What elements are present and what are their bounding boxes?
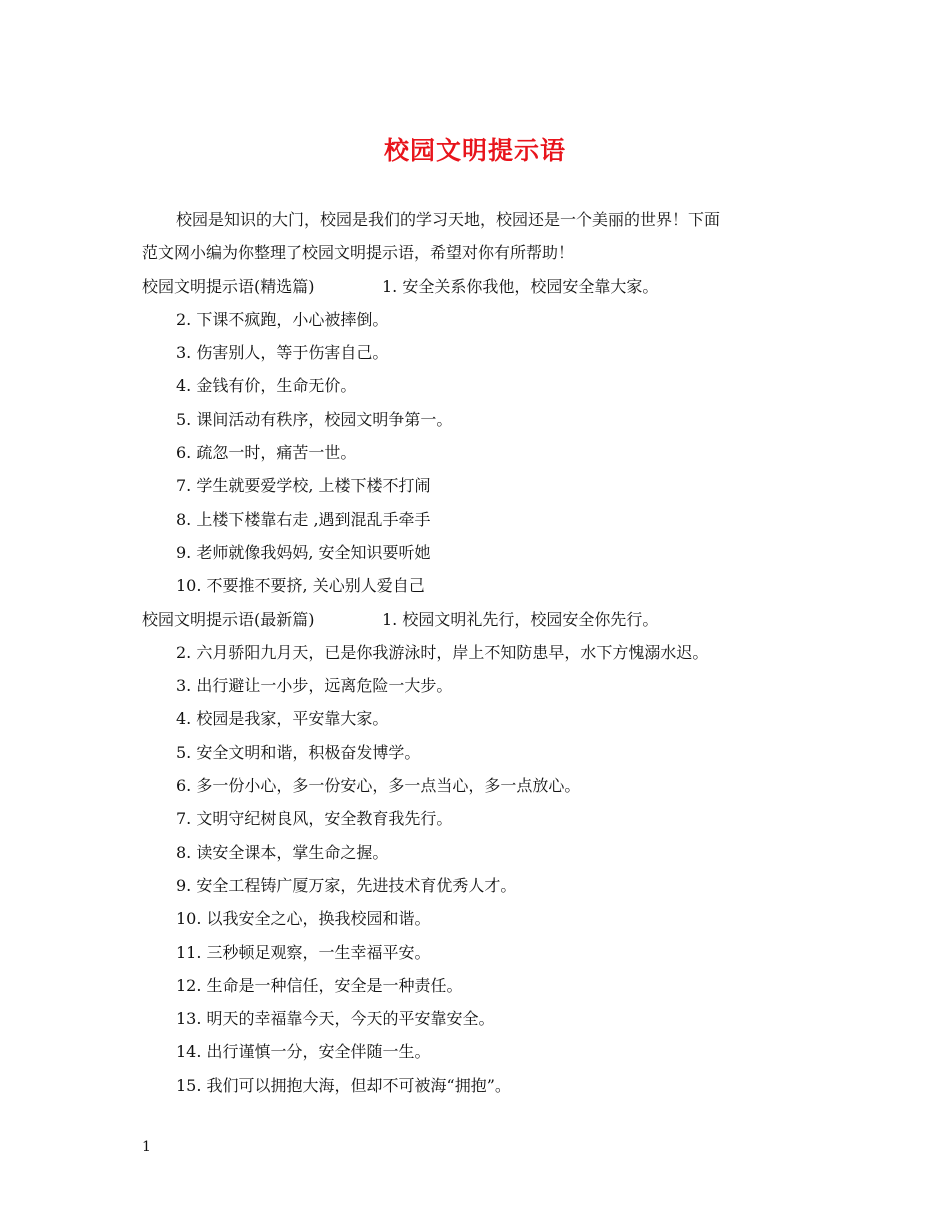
section-heading-row [142,270,822,303]
list-item: 6. 疏忽一时，痛苦一世。 [176,443,357,463]
list-item: 10. 不要推不要挤, 关心别人爱自己 [176,576,425,596]
list-item: 2. 下课不疯跑，小心被摔倒。 [176,309,389,329]
list-item: 13. 明天的幸福靠今天，今天的平安靠安全。 [176,1009,495,1029]
section-heading-row [142,603,822,636]
list-item: 5. 安全文明和谐，积极奋发博学。 [176,742,421,762]
page-number: 1 [142,1139,151,1155]
document-title: 校园文明提示语 [383,136,566,165]
list-item: 15. 我们可以拥抱大海，但却不可被海“拥抱”。 [176,1075,511,1095]
list-item: 7. 文明守纪树良风，安全教育我先行。 [176,809,453,829]
list-item: 1. 校园文明礼先行，校园安全你先行。 [382,609,659,629]
document-body [142,203,822,1102]
list-item: 2. 六月骄阳九月天，已是你我游泳时，岸上不知防患早，水下方愧溺水迟。 [176,642,709,662]
list-item: 9. 安全工程铸广厦万家，先进技术育优秀人才。 [176,875,517,895]
list-item: 8. 上楼下楼靠右走 ,遇到混乱手牵手 [176,509,431,529]
list-item: 14. 出行谨慎一分，安全伴随一生。 [176,1042,431,1062]
list-item: 5. 课间活动有秩序，校园文明争第一。 [176,409,453,429]
list-item: 12. 生命是一种信任，安全是一种责任。 [176,975,463,995]
list-item: 1. 安全关系你我他，校园安全靠大家。 [382,276,659,296]
list-item: 10. 以我安全之心，换我校园和谐。 [176,909,431,929]
list-item: 8. 读安全课本，掌生命之握。 [176,842,389,862]
section-heading: 校园文明提示语(精选篇) [142,276,315,296]
intro-line-2: 范文网小编为你整理了校园文明提示语，希望对你有所帮助！ [142,243,575,263]
section-heading: 校园文明提示语(最新篇) [142,609,315,629]
list-item: 4. 校园是我家，平安靠大家。 [176,709,389,729]
list-item: 7. 学生就要爱学校, 上楼下楼不打闹 [176,476,431,496]
list-item: 3. 伤害别人，等于伤害自己。 [176,343,389,363]
list-item: 11. 三秒顿足观察，一生幸福平安。 [176,942,431,962]
list-item: 6. 多一份小心，多一份安心，多一点当心，多一点放心。 [176,776,581,796]
list-item: 9. 老师就像我妈妈, 安全知识要听她 [176,542,431,562]
intro-line-1: 校园是知识的大门，校园是我们的学习天地，校园还是一个美丽的世界！下面 [176,210,721,229]
list-item: 3. 出行避让一小步，远离危险一大步。 [176,676,453,696]
list-item: 4. 金钱有价，生命无价。 [176,376,357,396]
